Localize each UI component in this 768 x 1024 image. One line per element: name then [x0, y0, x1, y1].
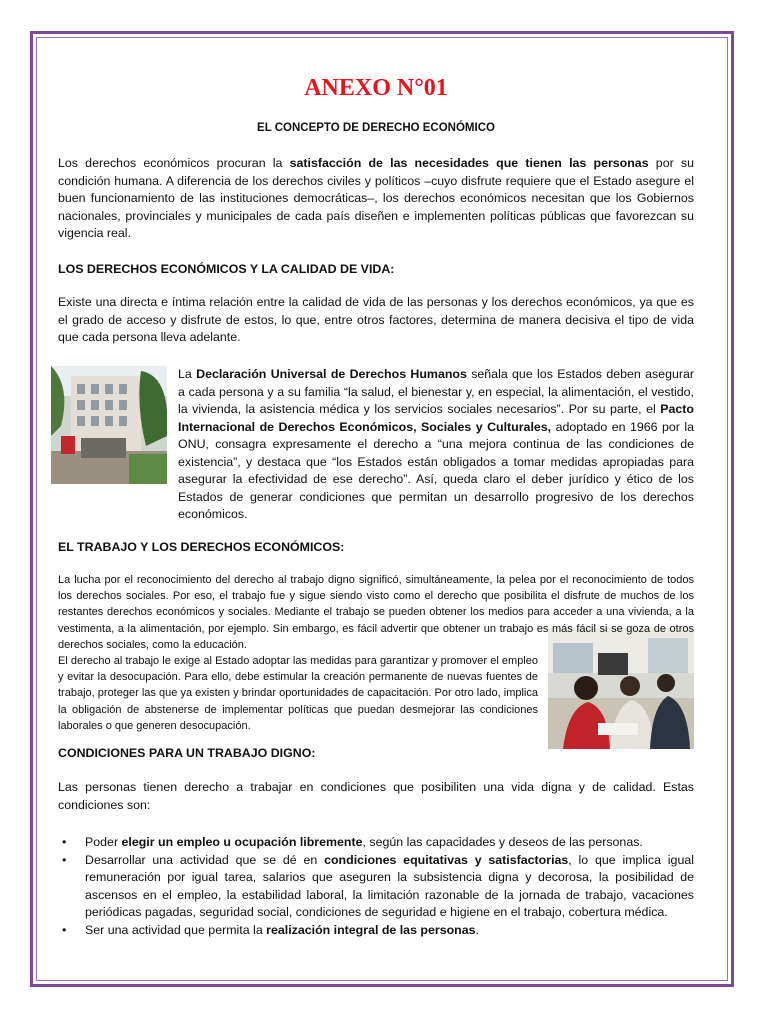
condiciones-paragraph: Las personas tienen derecho a trabajar en condiciones que posibiliten una vida digna y de calidad. Estas condiciones son: — [58, 780, 694, 812]
section-heading-trabajo: EL TRABAJO Y LOS DERECHOS ECONÓMICOS: — [58, 540, 345, 554]
intro-paragraph — [58, 155, 694, 243]
intro-text-b: por su condición humana. A diferencia de los derechos civiles y políticos –cuyo disfrute requiere que el Estado asegure el buen funcionamiento de las instituciones democráticas–, los derechos económicos necesitan que los Gobiernos nacionales, provinciales y municipales de cada país diseñen e implementen políticas públicas que favorezcan su vigencia real. — [58, 156, 694, 240]
document-subtitle: EL CONCEPTO DE DERECHO ECONÓMICO — [257, 122, 495, 134]
bullet-text-bold: realización integral de las personas — [266, 922, 476, 937]
trabajo-text-1: La lucha por el reconocimiento del derecho al trabajo digno significó, simultáneamente, la pelea por el reconocimiento de todos los derechos sociales. Por eso, el trabajo fue y sigue siendo visto como el derecho que posibilita el disfrute de muchos de los restantes derechos económicos y sociales. Mediante el trabajo se pueden obtener los medios para acceder a una vivienda, a la vestimenta, a la alimentación, por ejemplo. Sin embargo, es fácil advertir que obtener un trabajo es más fácil si se goza de otros derechos sociales, como la educación. — [58, 574, 694, 651]
bullet-icon: • — [62, 852, 67, 867]
list-item — [58, 922, 694, 940]
list-item — [58, 852, 694, 922]
decl-text-bold-2: Pacto Internacional de Derechos Económicos, Sociales y Culturales, — [178, 402, 694, 434]
trabajo-paragraph-1 — [58, 572, 694, 653]
bullet-text-pre: Poder — [85, 835, 122, 849]
building-photo — [51, 366, 167, 484]
calidad-paragraph-1: Existe una directa e íntima relación entre la calidad de vida de las personas y los derechos económicos, ya que es el grado de acceso y disfrute de estos, lo que, entre otros factores, determina de manera decisiva el tipo de vida que cada persona lleva adelante. — [58, 295, 694, 344]
decl-text-a: La — [178, 367, 197, 381]
page-title: ANEXO N°01 — [304, 75, 448, 101]
bullet-icon: • — [62, 835, 67, 849]
section-heading-condiciones: CONDICIONES PARA UN TRABAJO DIGNO: — [58, 746, 316, 760]
bullet-text-post: . — [475, 922, 479, 937]
bullet-text-bold: condiciones equitativas y satisfactorias — [324, 852, 569, 867]
condiciones-list — [58, 834, 694, 939]
bullet-icon: • — [62, 922, 67, 937]
intro-text-bold: satisfacción de las necesidades que tienen las personas — [289, 156, 649, 170]
bullet-text-post: , según las capacidades y deseos de las personas. — [362, 835, 643, 849]
trabajo-paragraph-2: El derecho al trabajo le exige al Estado adoptar las medidas para garantizar y promover el empleo y evitar la desocupación. Para ello, debe estimular la creación permanente de nuevas fuentes de trabajo, proteger las que ya existen y brindar oportunidades de capacitación. Por otro lado, implica la obligación de abstenerse de implementar políticas que puedan desmejorar las condiciones laborales o que generen desocupación. — [58, 655, 538, 732]
decl-text-b: señala que los Estados deben asegurar a cada persona y a su familia “la salud, el bienestar y, en especial, la alimentación, el vestido, la vivienda, la asistencia médica y los servicios sociales necesarios”. Por su parte, el — [178, 367, 695, 416]
section-heading-calidad: LOS DERECHOS ECONÓMICOS Y LA CALIDAD DE VIDA: — [58, 262, 395, 276]
decl-text-c: adoptado en 1966 por la ONU, consagra expresamente el derecho a “una mejora continua de las condiciones de existencia”, y destaca que “los Estados están obligados a tomar medidas apropiadas para asegurar la efectividad de ese derecho”. Así, queda claro el deber jurídico y ético de los Estados de generar condiciones que permitan un desarrollo progresivo de los derechos económicos. — [178, 419, 694, 521]
intro-text-a: Los derechos económicos procuran la — [58, 156, 290, 170]
bullet-text-pre: Desarrollar una actividad que se dé en — [85, 852, 325, 867]
bullet-text-pre: Ser una actividad que permita la — [85, 922, 267, 937]
calidad-paragraph-2 — [178, 366, 694, 524]
decl-text-bold-1: Declaración Universal de Derechos Humanos — [196, 367, 467, 381]
bullet-text-bold: elegir un empleo u ocupación libremente — [121, 835, 363, 849]
bullet-text-post: , lo que implica igual remuneración por igual tarea, salarios que aseguren la subsistencia digna y decorosa, la posibilidad de ascensos en el empleo, la estabilidad laboral, la limitación razonable de la jornada de trabajo, vacaciones periódicas pagadas, seguridad social, condiciones de seguridad e higiene en el trabajo, cobertura médica. — [85, 852, 694, 919]
list-item — [58, 834, 694, 852]
